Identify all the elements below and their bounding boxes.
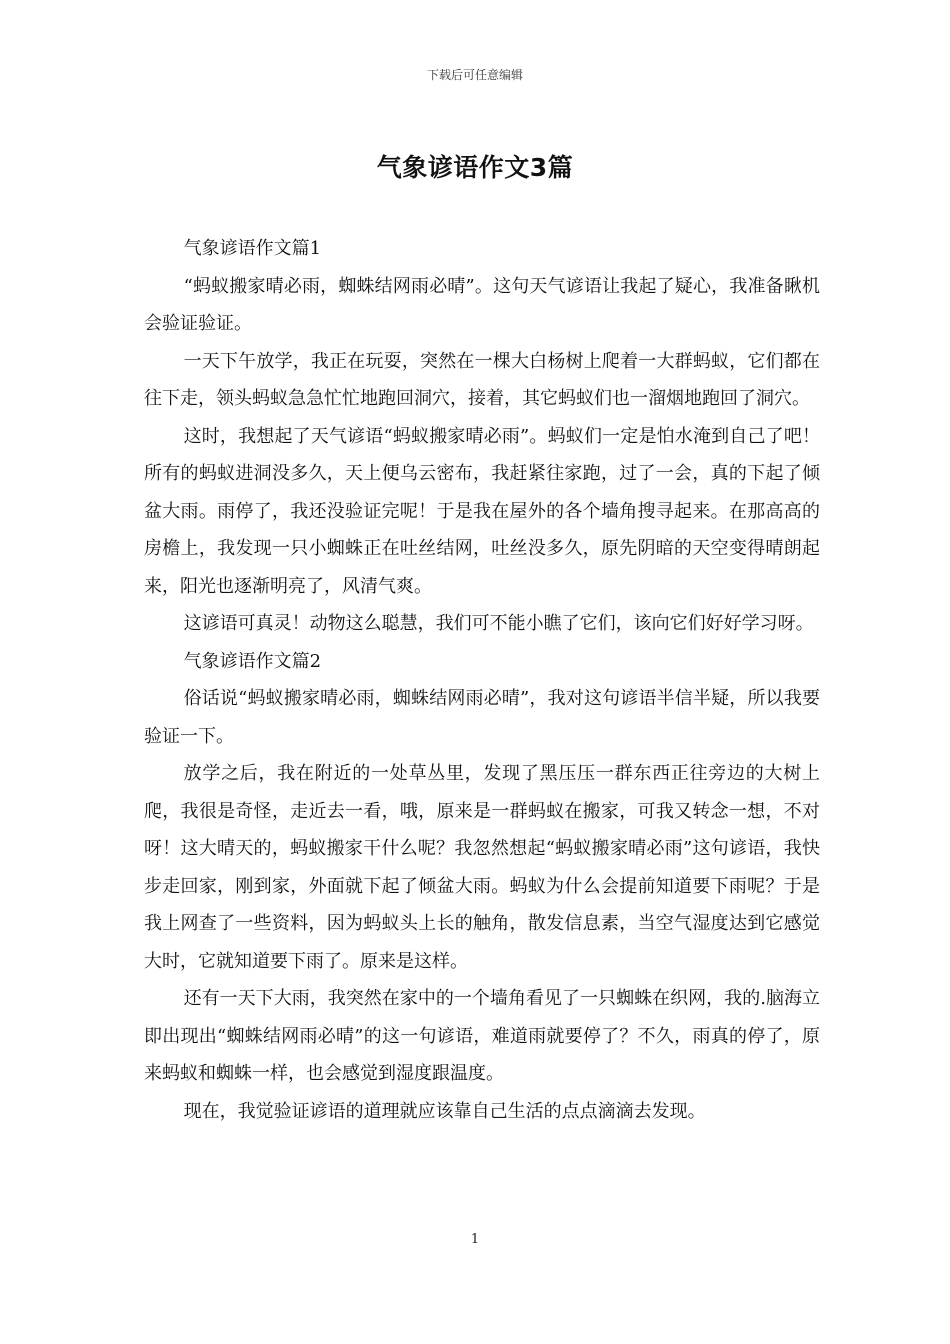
paragraph: 放学之后，我在附近的一处草丛里，发现了黑压压一群东西正往旁边的大树上爬，我很是奇怪，走近去一看，哦，原来是一群蚂蚁在搬家，可我又转念一想，不对呀！这大晴天的，蚂蚁搬家干什么呢？我忽然想起“蚂蚁搬家晴必雨”这句谚语，我快步走回家，刚到家，外面就下起了倾盆大雨。蚂蚁为什么会提前知道要下雨呢？于是我上网查了一些资料，因为蚂蚁头上长的触角，散发信息素，当空气湿度达到它感觉大时，它就知道要下雨了。原来是这样。 bbox=[144, 763, 820, 972]
paragraph: 这时，我想起了天气谚语“蚂蚁搬家晴必雨”。蚂蚁们一定是怕水淹到自己了吧！所有的蚂蚁进洞没多久，天上便乌云密布，我赶紧往家跑，过了一会，真的下起了倾盆大雨。雨停了，我还没验证完呢！于是我在屋外的各个墙角搜寻起来。在那高高的房檐上，我发现一只小蜘蛛正在吐丝结网，吐丝没多久，原先阴暗的天空变得晴朗起来，阳光也逐渐明亮了，风清气爽。 bbox=[144, 425, 820, 597]
paragraph: 俗话说“蚂蚁搬家晴必雨，蜘蛛结网雨必晴”，我对这句谚语半信半疑，所以我要验证一下。 bbox=[144, 688, 820, 747]
paragraph: 现在，我觉验证谚语的道理就应该靠自己生活的点点滴滴去发现。 bbox=[183, 1100, 706, 1122]
document-body bbox=[144, 230, 820, 1130]
paragraph: 一天下午放学，我正在玩耍，突然在一棵大白杨树上爬着一大群蚂蚁，它们都在往下走，领头蚂蚁急急忙忙地跑回洞穴，接着，其它蚂蚁们也一溜烟地跑回了洞穴。 bbox=[144, 350, 820, 409]
paragraph: 还有一天下大雨，我突然在家中的一个墙角看见了一只蜘蛛在织网，我的.脑海立即出现出“蜘蛛结网雨必晴”的这一句谚语，难道雨就要停了？不久，雨真的停了，原来蚂蚁和蜘蛛一样，也会感觉到湿度跟温度。 bbox=[144, 988, 820, 1084]
document-title: 气象谚语作文3篇 bbox=[376, 153, 574, 182]
page-number: 1 bbox=[470, 1232, 480, 1247]
paragraph: “蚂蚁搬家晴必雨，蜘蛛结网雨必晴”。这句天气谚语让我起了疑心，我准备瞅机会验证验证。 bbox=[144, 275, 820, 334]
section-heading-1: 气象谚语作文篇1 bbox=[183, 238, 322, 259]
section-heading-2: 气象谚语作文篇2 bbox=[183, 650, 322, 672]
paragraph: 这谚语可真灵！动物这么聪慧，我们可不能小瞧了它们，该向它们好好学习呀。 bbox=[183, 613, 814, 634]
header-note: 下载后可任意编辑 bbox=[426, 68, 523, 82]
